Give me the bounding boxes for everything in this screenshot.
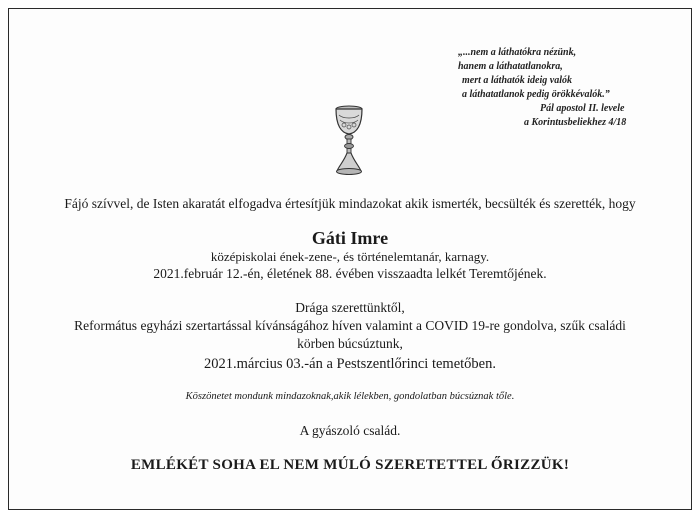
family-signature: A gyászoló család. [299,423,401,438]
quote-line: hanem a láthatatlanokra, [458,61,563,72]
thanks-text: Köszönetet mondunk mindazoknak,akik lélekben, gondolatban búcsúznak tőle. [185,391,515,402]
quote-line: a láthatatlanok pedig örökkévalók.” [462,89,610,100]
profession-text: középiskolai ének-zene-, és történelemtanár, karnagy. [210,249,490,264]
quote-line: mert a láthatók ideig valók [462,75,572,86]
burial-text: 2021.március 03.-án a Pestszentlőrinci temetőben. [204,356,496,372]
bible-quote [432,46,642,130]
intro-text: Fájó szívvel, de Isten akaratát elfogadva értesítjük mindazokat akik ismerték, becsülték és szerették, hogy [64,196,636,211]
quote-source: Pál apostol II. levele [540,103,625,114]
circle-text: körben búcsúztunk, [297,336,403,351]
quote-reference: a Korintusbeliekhez 4/18 [524,117,627,128]
closing-text: EMLÉKÉT SOHA EL NEM MÚLÓ SZERETETTEL ŐRIZZÜK! [130,457,570,473]
service-text: Református egyházi szertartással kívánságához híven valamint a COVID 19-re gondolva, szűk családi [74,318,626,333]
deceased-name: Gáti Imre [311,228,389,248]
death-date-text: 2021.február 12.-én, életének 88. évében visszaadta lelkét Teremtőjének. [153,266,547,281]
quote-line: „...nem a láthatókra nézünk, [458,47,577,58]
chalice-icon [331,103,367,177]
farewell-intro: Drága szerettünktől, [295,300,405,315]
